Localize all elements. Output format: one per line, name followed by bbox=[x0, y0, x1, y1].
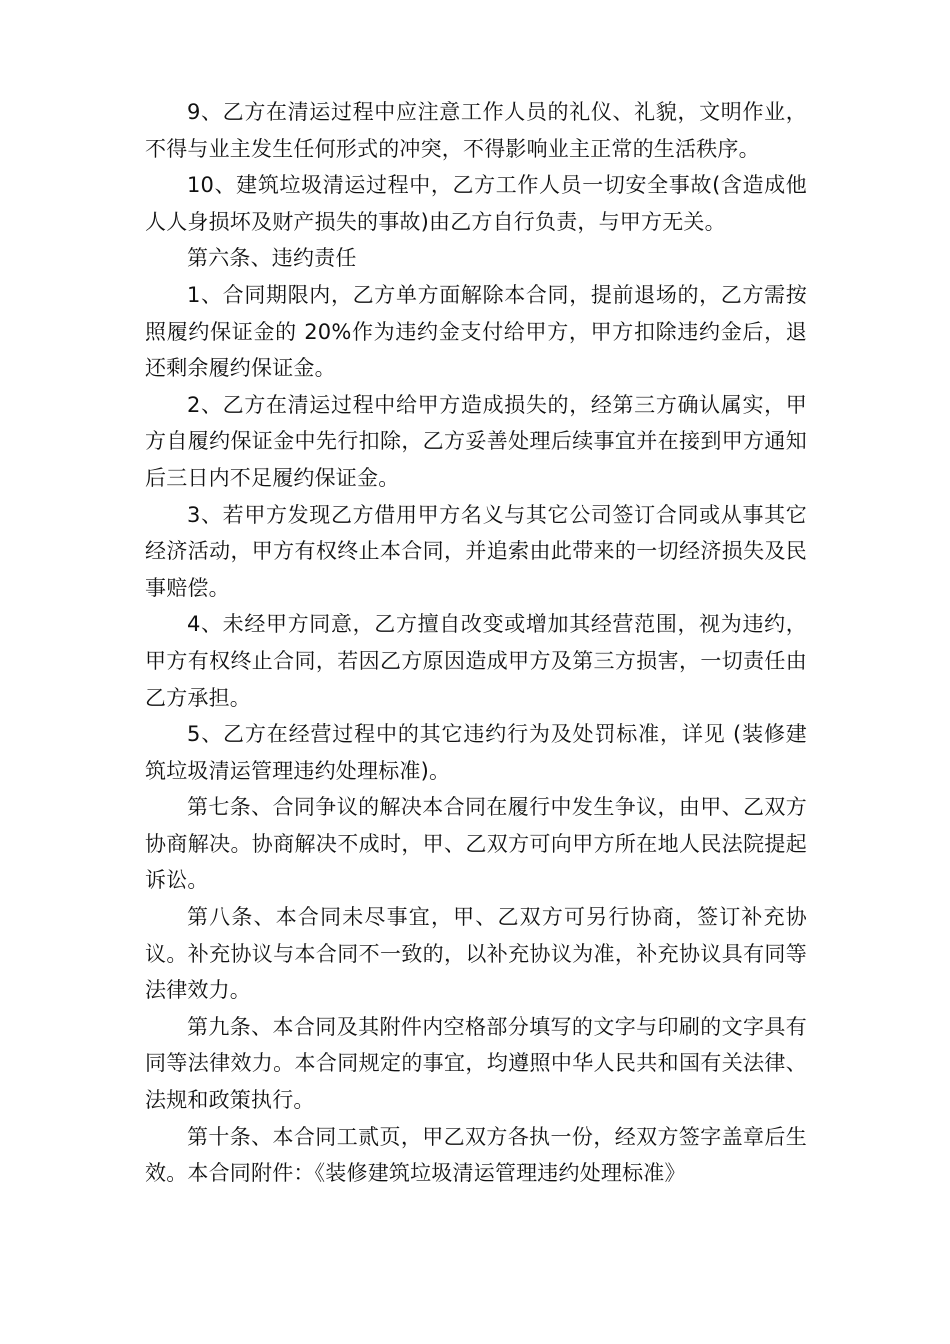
article-6-heading: 第六条、违约责任 bbox=[187, 246, 357, 271]
article-7: 第七条、合同争议的解决本合同在履行中发生争议，由甲、乙双方协商解决。协商解决不成时，甲、乙双方可向甲方所在地人民法院提起诉讼。 bbox=[145, 795, 807, 893]
article-10: 第十条、本合同工贰页，甲乙双方各执一份，经双方签字盖章后生效。本合同附件：《装修建筑垃圾清运管理违约处理标准》 bbox=[145, 1124, 807, 1186]
liability-clause-4: 4、未经甲方同意，乙方擅自改变或增加其经营范围，视为违约，甲方有权终止合同，若因乙方原因造成甲方及第三方损害，一切责任由乙方承担。 bbox=[145, 612, 807, 710]
liability-clause-3: 3、若甲方发现乙方借用甲方名义与其它公司签订合同或从事其它经济活动，甲方有权终止本合同，并追索由此带来的一切经济损失及民事赔偿。 bbox=[145, 502, 807, 600]
clause-9: 9、乙方在清运过程中应注意工作人员的礼仪、礼貌，文明作业，不得与业主发生任何形式的冲突，不得影响业主正常的生活秩序。 bbox=[145, 100, 807, 161]
document-body bbox=[145, 94, 807, 1192]
liability-clause-5: 5、乙方在经营过程中的其它违约行为及处罚标准，详见 (装修建筑垃圾清运管理违约处理标准)。 bbox=[145, 722, 807, 783]
liability-clause-1: 1、合同期限内，乙方单方面解除本合同，提前退场的，乙方需按照履约保证金的 20%作为违约金支付给甲方，甲方扣除违约金后，退还剩余履约保证金。 bbox=[145, 282, 807, 381]
article-8: 第八条、本合同未尽事宜，甲、乙双方可另行协商，签订补充协议。补充协议与本合同不一致的，以补充协议为准，补充协议具有同等法律效力。 bbox=[145, 905, 807, 1003]
clause-10: 10、建筑垃圾清运过程中，乙方工作人员一切安全事故(含造成他人人身损坏及财产损失的事故)由乙方自行负责，与甲方无关。 bbox=[145, 173, 807, 234]
liability-clause-2: 2、乙方在清运过程中给甲方造成损失的，经第三方确认属实，甲方自履约保证金中先行扣除，乙方妥善处理后续事宜并在接到甲方通知后三日内不足履约保证金。 bbox=[145, 392, 807, 490]
article-9: 第九条、本合同及其附件内空格部分填写的文字与印刷的文字具有同等法律效力。本合同规定的事宜，均遵照中华人民共和国有关法律、法规和政策执行。 bbox=[145, 1014, 807, 1113]
